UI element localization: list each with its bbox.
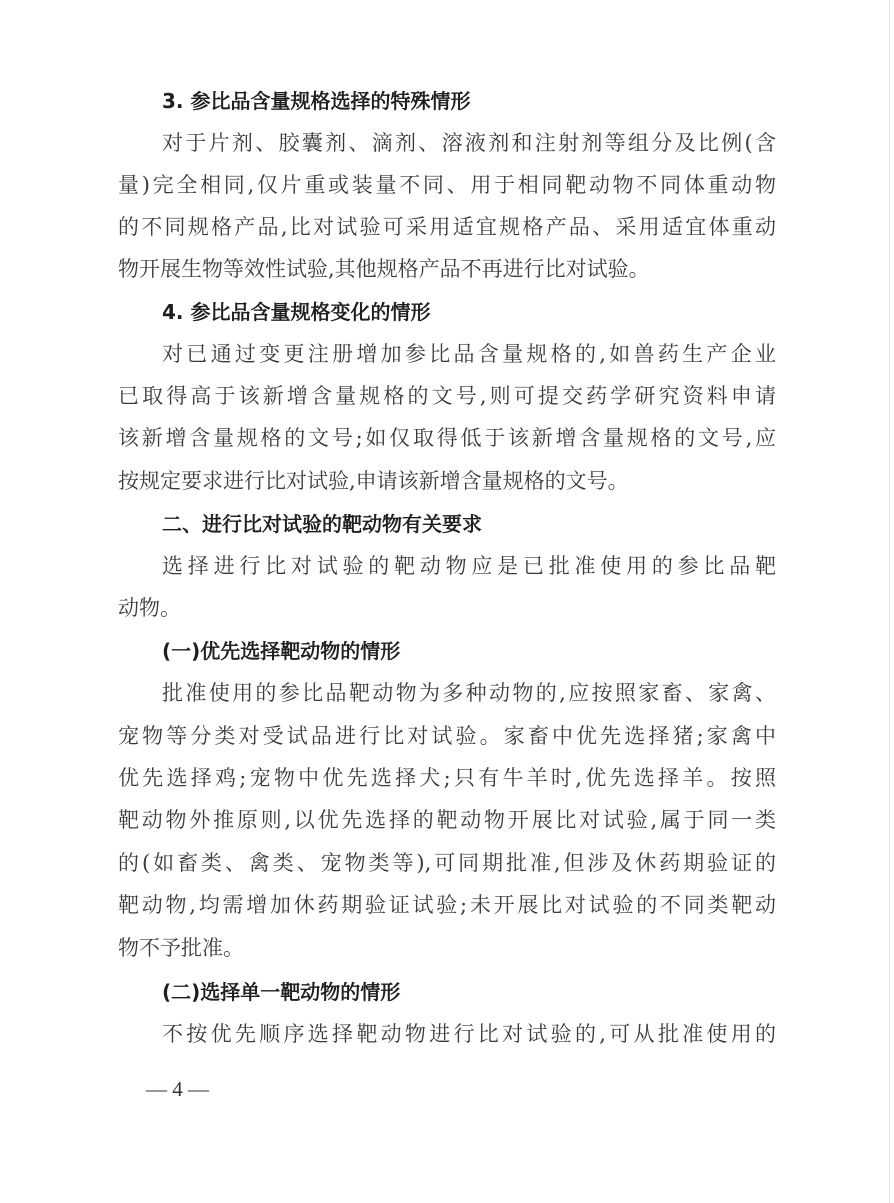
paragraph-line: 的(如畜类、禽类、宠物类等),可同期批准,但涉及休药期验证的 xyxy=(118,851,776,875)
section-heading-3: 3. 参比品含量规格选择的特殊情形 xyxy=(162,89,471,113)
paragraph-line: 对于片剂、胶囊剂、滴剂、溶液剂和注射剂等组分及比例(含 xyxy=(162,131,776,155)
paragraph-line: 该新增含量规格的文号;如仅取得低于该新增含量规格的文号,应 xyxy=(118,426,776,450)
chapter-heading-2: 二、进行比对试验的靶动物有关要求 xyxy=(162,512,482,536)
subsection-heading-2: (二)选择单一靶动物的情形 xyxy=(162,980,401,1004)
paragraph-line: 已取得高于该新增含量规格的文号,则可提交药学研究资料申请 xyxy=(118,384,776,408)
paragraph-line: 选择进行比对试验的靶动物应是已批准使用的参比品靶 xyxy=(162,554,776,578)
page-edge-divider xyxy=(889,0,890,1203)
paragraph-line: 按规定要求进行比对试验,申请该新增含量规格的文号。 xyxy=(118,469,629,493)
subsection-heading-1: (一)优先选择靶动物的情形 xyxy=(162,639,401,663)
page-number: — 4 — xyxy=(146,1077,209,1101)
paragraph-line: 量)完全相同,仅片重或装量不同、用于相同靶动物不同体重动物 xyxy=(118,173,776,197)
paragraph-line: 不按优先顺序选择靶动物进行比对试验的,可从批准使用的 xyxy=(162,1022,776,1046)
paragraph-line: 物不予批准。 xyxy=(118,936,244,960)
paragraph-line: 动物。 xyxy=(118,596,181,620)
section-heading-4: 4. 参比品含量规格变化的情形 xyxy=(162,300,431,324)
paragraph-line: 优先选择鸡;宠物中优先选择犬;只有牛羊时,优先选择羊。按照 xyxy=(118,766,776,790)
paragraph-line: 宠物等分类对受试品进行比对试验。家畜中优先选择猪;家禽中 xyxy=(118,724,776,748)
paragraph-line: 批准使用的参比品靶动物为多种动物的,应按照家畜、家禽、 xyxy=(162,681,776,705)
paragraph-line: 物开展生物等效性试验,其他规格产品不再进行比对试验。 xyxy=(118,257,650,281)
paragraph-line: 的不同规格产品,比对试验可采用适宜规格产品、采用适宜体重动 xyxy=(118,215,776,239)
paragraph-line: 靶动物外推原则,以优先选择的靶动物开展比对试验,属于同一类 xyxy=(118,808,776,832)
paragraph-line: 对已通过变更注册增加参比品含量规格的,如兽药生产企业 xyxy=(162,342,776,366)
paragraph-line: 靶动物,均需增加休药期验证试验;未开展比对试验的不同类靶动 xyxy=(118,893,776,917)
